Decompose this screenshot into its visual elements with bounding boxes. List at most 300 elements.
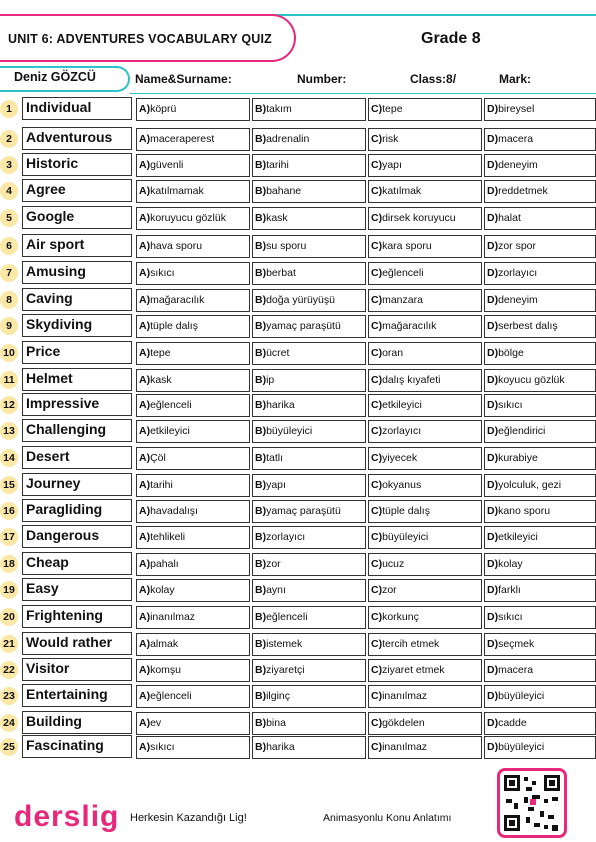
question-row bbox=[0, 499, 596, 524]
answer-option[interactable] bbox=[484, 154, 596, 177]
answer-option[interactable] bbox=[484, 685, 596, 708]
question-row bbox=[0, 97, 596, 122]
option-letter: D) bbox=[487, 690, 499, 702]
answer-option[interactable] bbox=[252, 128, 366, 151]
answer-option[interactable] bbox=[368, 685, 482, 708]
question-word: Challenging bbox=[22, 419, 132, 442]
answer-option[interactable] bbox=[252, 394, 366, 417]
option-letter: B) bbox=[255, 185, 267, 197]
answer-option[interactable] bbox=[136, 180, 250, 203]
answer-option[interactable] bbox=[136, 474, 250, 497]
question-number: 11 bbox=[0, 371, 18, 389]
answer-option[interactable] bbox=[368, 447, 482, 470]
option-text: koruyucu gözlük bbox=[150, 212, 226, 224]
option-letter: D) bbox=[487, 374, 499, 386]
answer-option[interactable] bbox=[368, 500, 482, 523]
question-row bbox=[0, 711, 596, 736]
answer-option[interactable] bbox=[368, 474, 482, 497]
answer-option[interactable] bbox=[136, 98, 250, 121]
option-text: ip bbox=[266, 374, 275, 386]
answer-option[interactable] bbox=[136, 235, 250, 258]
option-text: koyucu gözlük bbox=[498, 374, 565, 386]
option-text: eğlenceli bbox=[150, 690, 192, 702]
option-text: dirsek koruyucu bbox=[382, 212, 456, 224]
option-letter: A) bbox=[139, 584, 151, 596]
answer-option[interactable] bbox=[136, 262, 250, 285]
option-text: katılmamak bbox=[150, 185, 204, 197]
question-number: 10 bbox=[0, 344, 18, 362]
question-number: 1 bbox=[0, 100, 18, 118]
option-letter: A) bbox=[139, 425, 151, 437]
answer-option[interactable] bbox=[252, 474, 366, 497]
option-text: inanılmaz bbox=[382, 690, 428, 702]
option-letter: D) bbox=[487, 479, 499, 491]
answer-option[interactable] bbox=[136, 289, 250, 312]
option-letter: D) bbox=[487, 717, 499, 729]
option-text: ziyaret etmek bbox=[382, 664, 445, 676]
answer-option[interactable] bbox=[252, 369, 366, 392]
option-text: sıkıcı bbox=[150, 741, 175, 753]
option-text: pahalı bbox=[150, 558, 179, 570]
author-name: Deniz GÖZCÜ bbox=[14, 70, 96, 84]
option-text: reddetmek bbox=[498, 185, 548, 197]
answer-option[interactable] bbox=[484, 128, 596, 151]
answer-option[interactable] bbox=[368, 553, 482, 576]
option-text: mağaracılık bbox=[382, 320, 437, 332]
option-letter: C) bbox=[371, 638, 383, 650]
answer-option[interactable] bbox=[368, 526, 482, 549]
option-letter: C) bbox=[371, 690, 383, 702]
answer-option[interactable] bbox=[368, 712, 482, 735]
option-text: ziyaretçi bbox=[266, 664, 305, 676]
question-number: 6 bbox=[0, 237, 18, 255]
option-text: kano sporu bbox=[498, 505, 551, 517]
option-letter: A) bbox=[139, 505, 151, 517]
option-letter: B) bbox=[255, 638, 267, 650]
option-text: eğlenceli bbox=[150, 399, 192, 411]
option-text: sıkıcı bbox=[498, 611, 523, 623]
option-text: yapı bbox=[266, 479, 286, 491]
option-letter: C) bbox=[371, 185, 383, 197]
answer-option[interactable] bbox=[484, 98, 596, 121]
answer-option[interactable] bbox=[136, 606, 250, 629]
question-word: Helmet bbox=[22, 368, 132, 391]
option-text: ucuz bbox=[382, 558, 405, 570]
answer-option[interactable] bbox=[484, 342, 596, 365]
answer-option[interactable] bbox=[136, 447, 250, 470]
answer-option[interactable] bbox=[252, 500, 366, 523]
answer-option[interactable] bbox=[368, 420, 482, 443]
question-row bbox=[0, 341, 596, 366]
question-row bbox=[0, 658, 596, 683]
question-word: Building bbox=[22, 711, 132, 734]
option-text: katılmak bbox=[382, 185, 422, 197]
option-text: tarihi bbox=[266, 159, 289, 171]
answer-option[interactable] bbox=[484, 526, 596, 549]
answer-option[interactable] bbox=[484, 474, 596, 497]
answer-option[interactable] bbox=[368, 235, 482, 258]
question-number: 21 bbox=[0, 635, 18, 653]
option-text: macera bbox=[498, 664, 534, 676]
option-letter: B) bbox=[255, 212, 267, 224]
answer-option[interactable] bbox=[252, 579, 366, 602]
name-surname-label: Name&Surname: bbox=[135, 72, 232, 86]
option-text: büyüleyici bbox=[498, 741, 545, 753]
answer-option[interactable] bbox=[368, 180, 482, 203]
option-letter: A) bbox=[139, 267, 151, 279]
question-word: Agree bbox=[22, 179, 132, 202]
question-row bbox=[0, 525, 596, 550]
answer-option[interactable] bbox=[252, 154, 366, 177]
question-word: Amusing bbox=[22, 261, 132, 284]
option-letter: B) bbox=[255, 558, 267, 570]
answer-option[interactable] bbox=[368, 394, 482, 417]
option-text: seçmek bbox=[498, 638, 535, 650]
answer-option[interactable] bbox=[484, 369, 596, 392]
answer-option[interactable] bbox=[136, 685, 250, 708]
answer-option[interactable] bbox=[136, 579, 250, 602]
option-letter: A) bbox=[139, 452, 151, 464]
option-letter: A) bbox=[139, 664, 151, 676]
option-text: zor spor bbox=[498, 240, 537, 252]
option-letter: C) bbox=[371, 240, 383, 252]
option-letter: A) bbox=[139, 479, 151, 491]
option-letter: C) bbox=[371, 320, 383, 332]
option-letter: A) bbox=[139, 103, 151, 115]
option-text: zor bbox=[382, 584, 397, 596]
question-number: 5 bbox=[0, 209, 18, 227]
option-letter: B) bbox=[255, 374, 267, 386]
answer-option[interactable] bbox=[484, 394, 596, 417]
option-text: etkileyici bbox=[498, 531, 538, 543]
option-letter: C) bbox=[371, 741, 383, 753]
option-letter: A) bbox=[139, 212, 151, 224]
answer-option[interactable] bbox=[484, 315, 596, 338]
option-text: harika bbox=[266, 741, 295, 753]
answer-option[interactable] bbox=[252, 447, 366, 470]
answer-option[interactable] bbox=[484, 235, 596, 258]
answer-option[interactable] bbox=[252, 633, 366, 656]
option-text: bölge bbox=[498, 347, 524, 359]
option-text: eğlendirici bbox=[498, 425, 546, 437]
option-letter: C) bbox=[371, 479, 383, 491]
answer-option[interactable] bbox=[484, 447, 596, 470]
answer-option[interactable] bbox=[368, 606, 482, 629]
number-label: Number: bbox=[297, 72, 347, 86]
option-text: maceraperest bbox=[150, 133, 215, 145]
question-row bbox=[0, 632, 596, 657]
option-text: sıkıcı bbox=[498, 399, 523, 411]
option-letter: B) bbox=[255, 294, 267, 306]
answer-option[interactable] bbox=[368, 262, 482, 285]
answer-option[interactable] bbox=[368, 659, 482, 682]
answer-option[interactable] bbox=[252, 180, 366, 203]
question-number: 2 bbox=[0, 130, 18, 148]
option-letter: D) bbox=[487, 294, 499, 306]
option-letter: D) bbox=[487, 611, 499, 623]
option-text: havadalışı bbox=[150, 505, 198, 517]
answer-option[interactable] bbox=[368, 98, 482, 121]
answer-option[interactable] bbox=[136, 659, 250, 682]
answer-option[interactable] bbox=[252, 659, 366, 682]
answer-option[interactable] bbox=[484, 180, 596, 203]
option-letter: C) bbox=[371, 294, 383, 306]
option-letter: B) bbox=[255, 584, 267, 596]
answer-option[interactable] bbox=[136, 526, 250, 549]
option-text: tercih etmek bbox=[382, 638, 440, 650]
question-word: Desert bbox=[22, 446, 132, 469]
answer-option[interactable] bbox=[252, 262, 366, 285]
answer-option[interactable] bbox=[368, 154, 482, 177]
question-word: Individual bbox=[22, 97, 132, 120]
question-row bbox=[0, 206, 596, 231]
footer-animation-text: Animasyonlu Konu Anlatımı bbox=[323, 812, 452, 824]
option-letter: D) bbox=[487, 452, 499, 464]
option-letter: D) bbox=[487, 505, 499, 517]
option-letter: A) bbox=[139, 399, 151, 411]
derslig-logo: derslig bbox=[14, 800, 120, 833]
option-letter: A) bbox=[139, 638, 151, 650]
question-word: Would rather bbox=[22, 632, 132, 655]
option-letter: D) bbox=[487, 638, 499, 650]
option-text: bireysel bbox=[498, 103, 535, 115]
option-text: tepe bbox=[382, 103, 403, 115]
option-letter: A) bbox=[139, 185, 151, 197]
question-number: 8 bbox=[0, 291, 18, 309]
option-letter: A) bbox=[139, 320, 151, 332]
option-text: büyüleyici bbox=[266, 425, 313, 437]
answer-option[interactable] bbox=[136, 369, 250, 392]
option-text: yamaç paraşütü bbox=[266, 505, 341, 517]
option-letter: A) bbox=[139, 374, 151, 386]
answer-option[interactable] bbox=[136, 394, 250, 417]
option-letter: B) bbox=[255, 611, 267, 623]
option-letter: A) bbox=[139, 347, 151, 359]
option-text: harika bbox=[266, 399, 295, 411]
question-word: Easy bbox=[22, 578, 132, 601]
option-text: takım bbox=[266, 103, 292, 115]
question-number: 24 bbox=[0, 714, 18, 732]
option-text: zor bbox=[266, 558, 281, 570]
answer-option[interactable] bbox=[368, 207, 482, 230]
answer-option[interactable] bbox=[368, 633, 482, 656]
option-text: ilginç bbox=[266, 690, 291, 702]
option-letter: C) bbox=[371, 374, 383, 386]
answer-option[interactable] bbox=[136, 154, 250, 177]
question-number: 19 bbox=[0, 581, 18, 599]
answer-option[interactable] bbox=[368, 128, 482, 151]
option-text: kolay bbox=[498, 558, 523, 570]
option-letter: B) bbox=[255, 531, 267, 543]
answer-option[interactable] bbox=[484, 633, 596, 656]
option-letter: C) bbox=[371, 425, 383, 437]
option-text: mağaracılık bbox=[150, 294, 205, 306]
answer-option[interactable] bbox=[484, 420, 596, 443]
option-letter: C) bbox=[371, 399, 383, 411]
answer-option[interactable] bbox=[136, 342, 250, 365]
answer-option[interactable] bbox=[252, 553, 366, 576]
option-text: tatlı bbox=[266, 452, 284, 464]
option-letter: B) bbox=[255, 690, 267, 702]
option-text: tüple dalış bbox=[382, 505, 430, 517]
option-text: yolculuk, gezi bbox=[498, 479, 562, 491]
option-letter: C) bbox=[371, 531, 383, 543]
answer-option[interactable] bbox=[136, 736, 250, 759]
answer-option[interactable] bbox=[484, 606, 596, 629]
option-letter: C) bbox=[371, 103, 383, 115]
question-word: Adventurous bbox=[22, 127, 132, 150]
option-letter: B) bbox=[255, 320, 267, 332]
quiz-title: UNIT 6: ADVENTURES VOCABULARY QUIZ bbox=[8, 32, 272, 46]
option-letter: C) bbox=[371, 664, 383, 676]
question-number: 12 bbox=[0, 396, 18, 414]
option-letter: B) bbox=[255, 267, 267, 279]
question-row bbox=[0, 473, 596, 498]
answer-option[interactable] bbox=[136, 633, 250, 656]
question-row bbox=[0, 127, 596, 152]
option-letter: B) bbox=[255, 505, 267, 517]
option-letter: A) bbox=[139, 611, 151, 623]
option-letter: D) bbox=[487, 399, 499, 411]
answer-option[interactable] bbox=[136, 553, 250, 576]
question-row bbox=[0, 578, 596, 603]
option-letter: B) bbox=[255, 133, 267, 145]
option-letter: A) bbox=[139, 294, 151, 306]
answer-option[interactable] bbox=[252, 606, 366, 629]
option-text: tepe bbox=[150, 347, 171, 359]
answer-option[interactable] bbox=[136, 712, 250, 735]
option-letter: B) bbox=[255, 479, 267, 491]
option-text: gökdelen bbox=[382, 717, 425, 729]
question-word: Dangerous bbox=[22, 525, 132, 548]
option-text: su sporu bbox=[266, 240, 307, 252]
answer-option[interactable] bbox=[368, 579, 482, 602]
option-text: macera bbox=[498, 133, 534, 145]
question-row bbox=[0, 735, 596, 760]
answer-option[interactable] bbox=[252, 526, 366, 549]
answer-option[interactable] bbox=[484, 262, 596, 285]
option-text: zorlayıcı bbox=[266, 531, 306, 543]
answer-option[interactable] bbox=[484, 500, 596, 523]
answer-option[interactable] bbox=[368, 736, 482, 759]
question-number: 3 bbox=[0, 156, 18, 174]
option-letter: A) bbox=[139, 240, 151, 252]
option-letter: B) bbox=[255, 240, 267, 252]
option-text: istemek bbox=[266, 638, 303, 650]
option-text: tarihi bbox=[150, 479, 173, 491]
option-letter: A) bbox=[139, 690, 151, 702]
question-word: Visitor bbox=[22, 658, 132, 681]
option-text: eğlenceli bbox=[382, 267, 424, 279]
option-letter: C) bbox=[371, 267, 383, 279]
option-text: adrenalin bbox=[266, 133, 310, 145]
option-letter: A) bbox=[139, 717, 151, 729]
answer-option[interactable] bbox=[484, 289, 596, 312]
answer-option[interactable] bbox=[252, 342, 366, 365]
answer-option[interactable] bbox=[484, 207, 596, 230]
answer-option[interactable] bbox=[136, 500, 250, 523]
answer-option[interactable] bbox=[252, 712, 366, 735]
option-letter: A) bbox=[139, 558, 151, 570]
answer-option[interactable] bbox=[484, 579, 596, 602]
option-letter: C) bbox=[371, 558, 383, 570]
footer-tagline: Herkesin Kazandığı Lig! bbox=[130, 812, 247, 824]
option-letter: D) bbox=[487, 267, 499, 279]
grade-label: Grade 8 bbox=[421, 30, 481, 47]
answer-option[interactable] bbox=[136, 315, 250, 338]
answer-option[interactable] bbox=[252, 685, 366, 708]
answer-option[interactable] bbox=[136, 128, 250, 151]
option-letter: A) bbox=[139, 741, 151, 753]
answer-option[interactable] bbox=[252, 315, 366, 338]
option-letter: C) bbox=[371, 505, 383, 517]
answer-option[interactable] bbox=[368, 369, 482, 392]
option-letter: A) bbox=[139, 159, 151, 171]
option-text: büyüleyici bbox=[382, 531, 429, 543]
option-text: tüple dalış bbox=[150, 320, 198, 332]
question-row bbox=[0, 288, 596, 313]
option-letter: C) bbox=[371, 159, 383, 171]
answer-option[interactable] bbox=[252, 235, 366, 258]
answer-option[interactable] bbox=[252, 289, 366, 312]
question-row bbox=[0, 446, 596, 471]
option-letter: B) bbox=[255, 452, 267, 464]
option-letter: A) bbox=[139, 133, 151, 145]
answer-option[interactable] bbox=[484, 712, 596, 735]
question-number: 16 bbox=[0, 502, 18, 520]
option-text: halat bbox=[498, 212, 521, 224]
option-text: berbat bbox=[266, 267, 296, 279]
option-text: etkileyici bbox=[150, 425, 190, 437]
qr-code-icon[interactable] bbox=[497, 768, 567, 838]
option-text: zorlayıcı bbox=[498, 267, 538, 279]
option-text: korkunç bbox=[382, 611, 419, 623]
answer-option[interactable] bbox=[252, 420, 366, 443]
question-word: Frightening bbox=[22, 605, 132, 628]
mark-label: Mark: bbox=[499, 72, 532, 86]
answer-option[interactable] bbox=[368, 289, 482, 312]
answer-option[interactable] bbox=[368, 342, 482, 365]
question-word: Paragliding bbox=[22, 499, 132, 522]
option-letter: C) bbox=[371, 133, 383, 145]
option-text: manzara bbox=[382, 294, 423, 306]
option-letter: D) bbox=[487, 103, 499, 115]
option-text: inanılmaz bbox=[150, 611, 196, 623]
option-text: kask bbox=[266, 212, 288, 224]
option-letter: C) bbox=[371, 717, 383, 729]
answer-option[interactable] bbox=[368, 315, 482, 338]
question-word: Historic bbox=[22, 153, 132, 176]
answer-option[interactable] bbox=[136, 420, 250, 443]
answer-option[interactable] bbox=[252, 736, 366, 759]
question-word: Journey bbox=[22, 473, 132, 496]
answer-option[interactable] bbox=[484, 659, 596, 682]
question-word: Price bbox=[22, 341, 132, 364]
answer-option[interactable] bbox=[484, 553, 596, 576]
answer-option[interactable] bbox=[252, 207, 366, 230]
question-number: 7 bbox=[0, 264, 18, 282]
question-number: 20 bbox=[0, 608, 18, 626]
question-row bbox=[0, 153, 596, 178]
option-text: ücret bbox=[266, 347, 290, 359]
question-row bbox=[0, 314, 596, 339]
option-text: hava sporu bbox=[150, 240, 203, 252]
answer-option[interactable] bbox=[252, 98, 366, 121]
option-text: risk bbox=[382, 133, 399, 145]
answer-option[interactable] bbox=[136, 207, 250, 230]
question-word: Cheap bbox=[22, 552, 132, 575]
answer-option[interactable] bbox=[484, 736, 596, 759]
